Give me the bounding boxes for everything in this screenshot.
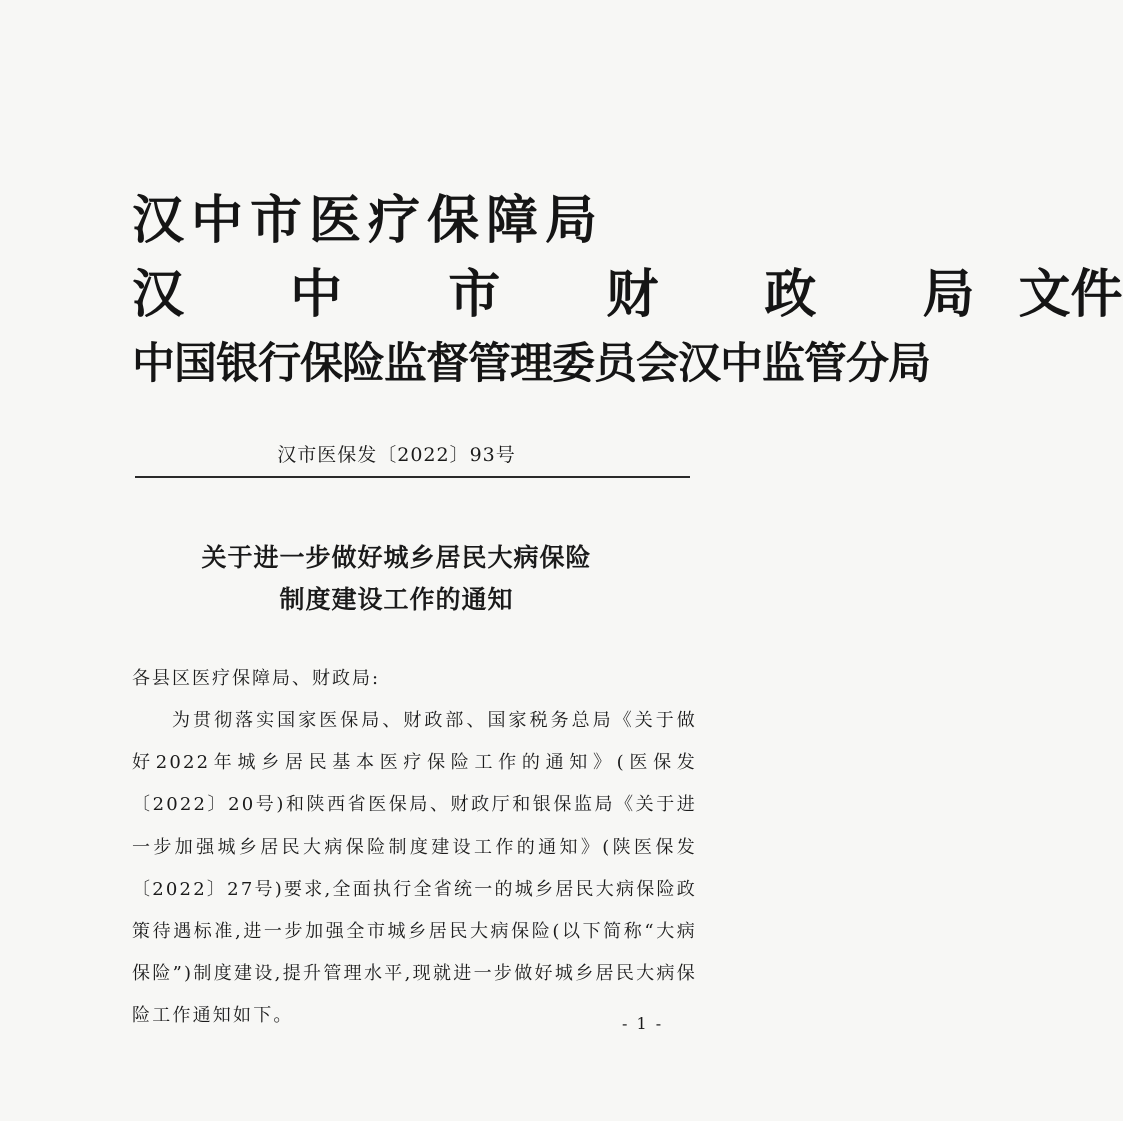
issuer-cbirc-branch: 中国银行保险监督管理委员会汉中监管分局 — [132, 339, 930, 389]
issuer-finance-bureau: 汉 中 市 财 政 局 — [132, 265, 1019, 325]
document-title-line-2: 制度建设工作的通知 — [279, 585, 514, 614]
page-number: - 1 - — [622, 1014, 664, 1033]
document-title-line-1: 关于进一步做好城乡居民大病保险 — [201, 543, 592, 572]
document-label: 文件 — [1018, 265, 1123, 325]
issuer-finance-bureau-line — [132, 252, 1123, 327]
document-number: 汉市医保发〔2022〕93号 — [277, 444, 516, 466]
issuer-medical-security-bureau: 汉中市医疗保障局 — [132, 191, 605, 251]
salutation: 各县区医疗保障局、财政局: — [132, 668, 381, 689]
body-paragraph: 为贯彻落实国家医保局、财政部、国家税务总局《关于做好2022年城乡居民基本医疗保险工作的通知》(医保发〔2022〕20号)和陕西省医保局、财政厅和银保监局《关于进一步加强城乡居民大病保险制度建设工作的通知》(陕医保发〔2022〕27号)要求,全面执行全省统一的城乡居民大病保险政策待遇标准,进一步加强全市城乡居民大病保险(以下简称“大病保险”)制度建设,提升管理水平,现就进一步做好城乡居民大病保险工作通知如下。 — [132, 710, 697, 1027]
header-divider — [135, 476, 690, 478]
